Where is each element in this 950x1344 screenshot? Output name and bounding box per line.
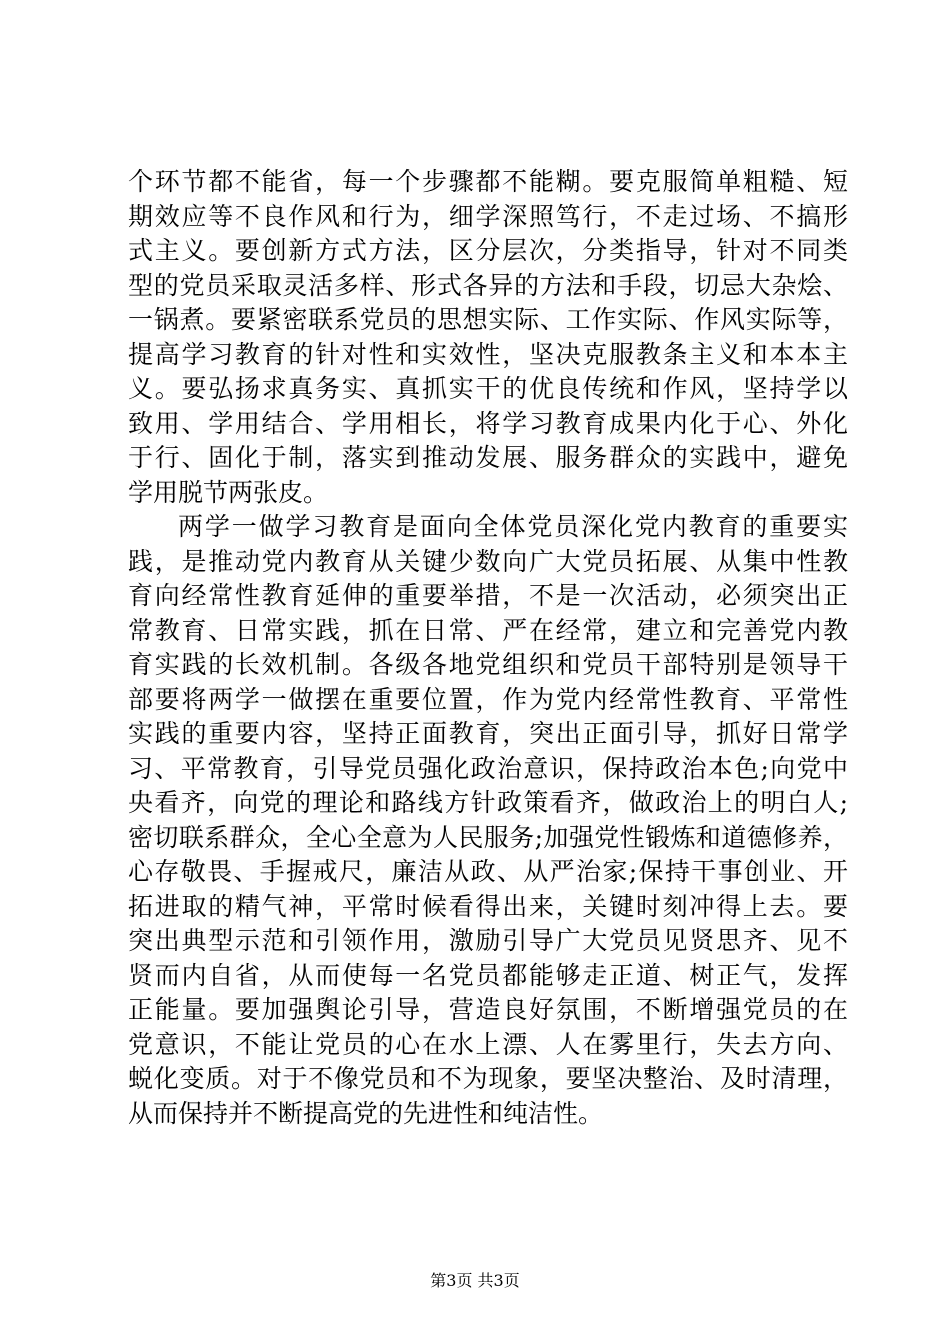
text-line: 致用、学用结合、学用相长，将学习教育成果内化于心、外化 <box>128 408 848 438</box>
text-line: 两学一做学习教育是面向全体党员深化党内教育的重要实 <box>178 512 848 541</box>
text-line: 于行、固化于制，落实到推动发展、服务群众的实践中，避免 <box>128 443 848 472</box>
text-line: 育实践的长效机制。各级各地党组织和党员干部特别是领导干 <box>128 650 848 679</box>
text-line: 学用脱节两张皮。 <box>128 477 329 507</box>
text-line: 式主义。要创新方式方法，区分层次，分类指导，针对不同类 <box>128 236 848 265</box>
text-line: 实践的重要内容，坚持正面教育，突出正面引导，抓好日常学 <box>128 719 848 748</box>
page-footer: 第3页 共3页 <box>430 1271 520 1290</box>
text-line: 蜕化变质。对于不像党员和不为现象，要坚决整治、及时清理， <box>128 1064 848 1093</box>
text-line: 突出典型示范和引领作用，激励引导广大党员见贤思齐、见不 <box>128 926 848 955</box>
text-line: 贤而内自省，从而使每一名党员都能够走正道、树正气，发挥 <box>128 960 848 990</box>
text-line: 践，是推动党内教育从关键少数向广大党员拓展、从集中性教 <box>128 546 848 576</box>
text-line: 央看齐，向党的理论和路线方针政策看齐，做政治上的明白人; <box>128 788 848 817</box>
text-line: 党意识，不能让党员的心在水上漂、人在雾里行，失去方向、 <box>128 1029 848 1059</box>
text-line: 一锅煮。要紧密联系党员的思想实际、工作实际、作风实际等， <box>128 305 848 334</box>
text-line: 从而保持并不断提高党的先进性和纯洁性。 <box>128 1098 604 1128</box>
text-line: 习、平常教育，引导党员强化政治意识，保持政治本色;向党中 <box>128 753 848 783</box>
text-line: 个环节都不能省，每一个步骤都不能糊。要克服简单粗糙、短 <box>128 167 848 196</box>
text-line: 拓进取的精气神，平常时候看得出来，关键时刻冲得上去。要 <box>128 891 848 921</box>
text-line: 密切联系群众，全心全意为人民服务;加强党性锻炼和道德修养， <box>128 822 848 852</box>
paragraph-1 <box>128 165 848 510</box>
text-line: 部要将两学一做摆在重要位置，作为党内经常性教育、平常性 <box>128 684 848 714</box>
paragraph-2 <box>128 510 848 1131</box>
document-body <box>128 165 848 1131</box>
text-line: 提高学习教育的针对性和实效性，坚决克服教条主义和本本主 <box>128 339 848 369</box>
text-line: 期效应等不良作风和行为，细学深照笃行，不走过场、不搞形 <box>128 201 848 231</box>
text-line: 常教育、日常实践，抓在日常、严在经常，建立和完善党内教 <box>128 615 848 645</box>
text-line: 型的党员采取灵活多样、形式各异的方法和手段，切忌大杂烩、 <box>128 270 848 300</box>
text-line: 育向经常性教育延伸的重要举措，不是一次活动，必须突出正 <box>128 581 848 610</box>
text-line: 义。要弘扬求真务实、真抓实干的优良传统和作风，坚持学以 <box>128 374 848 403</box>
text-line: 正能量。要加强舆论引导，营造良好氛围，不断增强党员的在 <box>128 995 848 1024</box>
text-line: 心存敬畏、手握戒尺，廉洁从政、从严治家;保持干事创业、开 <box>128 857 848 886</box>
